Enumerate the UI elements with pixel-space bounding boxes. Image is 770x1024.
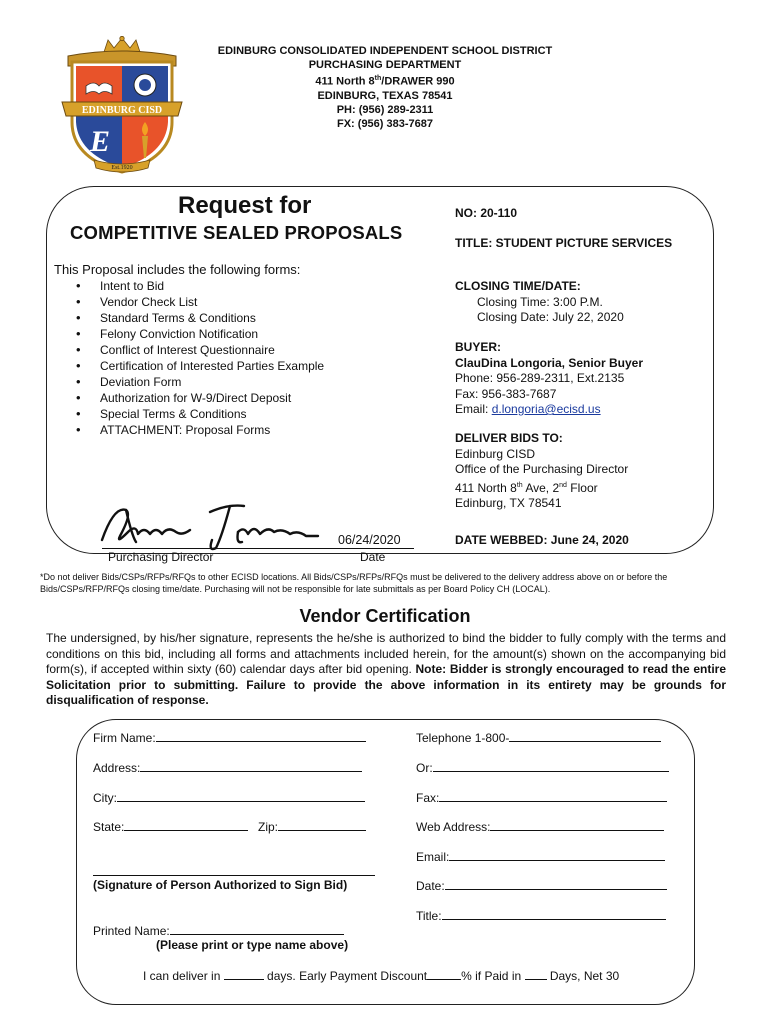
district-address: 411 North 8th/DRAWER 990: [315, 75, 455, 88]
closing-heading: CLOSING TIME/DATE:: [455, 279, 581, 293]
deliver-line2: Office of the Purchasing Director: [455, 462, 629, 476]
deliver-line1: Edinburg CISD: [455, 446, 536, 461]
buyer-email-row: Email: d.longoria@ecisd.us: [455, 402, 601, 416]
closing-date: Closing Date: July 22, 2020: [477, 310, 624, 324]
closing-section: [455, 279, 624, 326]
state-field[interactable]: State:: [93, 819, 248, 834]
list-item: • Deviation Form: [74, 374, 324, 390]
delivery-notice: *Do not deliver Bids/CSPs/RFPs/RFQs to other ECISD locations. All Bids/CSPs/RFPs/RFQs must be delivered to the delivery address above on or before the Bids/CSPs/RFP/RFQs closing time/date. Purchasing will not be responsible for late submittals as per Board Policy CH (LOCAL).: [40, 572, 668, 594]
list-item: • Certification of Interested Parties Example: [74, 358, 324, 374]
web-address-field[interactable]: Web Address:: [416, 819, 664, 834]
logo-letter: E: [89, 125, 111, 158]
edinburg-cisd-logo: [58, 36, 186, 176]
signature-date: 06/24/2020: [338, 533, 401, 547]
delivery-terms-row[interactable]: I can deliver in days. Early Payment Discount % if Paid in Days, Net 30: [143, 969, 620, 983]
telephone-field[interactable]: Telephone 1-800-: [416, 730, 661, 745]
date-field[interactable]: Date:: [416, 878, 667, 893]
list-item: • Intent to Bid: [74, 278, 324, 294]
signature-input-line[interactable]: [93, 875, 375, 876]
district-phone: PH: (956) 289-2311: [336, 103, 434, 116]
buyer-fax: Fax: 956-383-7687: [455, 386, 557, 401]
buyer-phone: Phone: 956-289-2311, Ext.2135: [455, 371, 625, 385]
list-item: • Vendor Check List: [74, 294, 324, 310]
buyer-email-link[interactable]: d.longoria@ecisd.us: [491, 402, 601, 416]
city-field[interactable]: City:: [93, 790, 365, 805]
fax-field[interactable]: Fax:: [416, 790, 667, 805]
buyer-heading: BUYER:: [455, 340, 502, 354]
deliver-line3: 411 North 8th Ave, 2nd Floor: [455, 480, 598, 495]
forms-list: [74, 278, 324, 438]
request-title: Request for: [178, 192, 312, 219]
district-name: EDINBURG CONSOLIDATED INDEPENDENT SCHOOL DISTRICT: [217, 45, 553, 57]
buyer-name: ClauDina Longoria, Senior Buyer: [455, 355, 644, 370]
closing-time: Closing Time: 3:00 P.M.: [477, 294, 603, 309]
list-item: • Conflict of Interest Questionnaire: [74, 342, 324, 358]
or-field[interactable]: Or:: [416, 760, 669, 775]
signature-field-label: (Signature of Person Authorized to Sign Bid): [93, 878, 348, 892]
request-subtitle: COMPETITIVE SEALED PROPOSALS: [70, 222, 403, 243]
list-item: • Felony Conviction Notification: [74, 326, 324, 342]
district-fax: FX: (956) 383-7687: [337, 117, 433, 130]
district-header: [200, 44, 570, 131]
vendor-certification-heading: Vendor Certification: [299, 606, 471, 626]
certification-paragraph: The undersigned, by his/her signature, represents the he/she is authorized to bind the bidder to fully comply with the terms and conditions on this bid, including all forms and attachments included herein, for the amount(s) shown on the accompanying bid form(s), if accepted within sixty (60) calendar days after bid opening. Note: Bidder is strongly encouraged to read the entire Solicitation prior to submitting. Failure to provide the above information in its entirety may be grounds for disqualification of response.: [46, 631, 726, 707]
email-field[interactable]: Email:: [416, 849, 665, 864]
list-item: • ATTACHMENT: Proposal Forms: [74, 422, 324, 438]
printed-name-field[interactable]: Printed Name:: [93, 923, 344, 938]
handwritten-signature: [92, 496, 322, 552]
firm-name-field[interactable]: Firm Name:: [93, 730, 366, 745]
proposal-number: NO: 20-110: [455, 206, 518, 220]
list-item: • Authorization for W-9/Direct Deposit: [74, 390, 324, 406]
zip-field[interactable]: Zip:: [258, 819, 366, 834]
department-name: PURCHASING DEPARTMENT: [308, 59, 462, 71]
buyer-section: [455, 340, 643, 418]
date-label: Date: [360, 550, 386, 564]
deliver-line4: Edinburg, TX 78541: [455, 496, 562, 510]
list-item: • Standard Terms & Conditions: [74, 310, 324, 326]
date-webbed: DATE WEBBED: June 24, 2020: [455, 533, 629, 547]
district-city: EDINBURG, TEXAS 78541: [317, 89, 453, 102]
address-field[interactable]: Address:: [93, 760, 362, 775]
forms-intro: This Proposal includes the following forms:: [54, 262, 301, 277]
signer-title: Purchasing Director: [108, 550, 214, 564]
signature-line: [102, 548, 414, 549]
logo-banner-text: EDINBURG CISD: [81, 105, 163, 116]
proposal-title: TITLE: STUDENT PICTURE SERVICES: [455, 236, 673, 250]
logo-established: Est.1920: [111, 165, 133, 171]
deliver-heading: DELIVER BIDS TO:: [455, 431, 563, 445]
printed-name-note: (Please print or type name above): [156, 938, 349, 952]
deliver-section: [455, 431, 628, 512]
title-field[interactable]: Title:: [416, 908, 666, 923]
list-item: • Special Terms & Conditions: [74, 406, 324, 422]
